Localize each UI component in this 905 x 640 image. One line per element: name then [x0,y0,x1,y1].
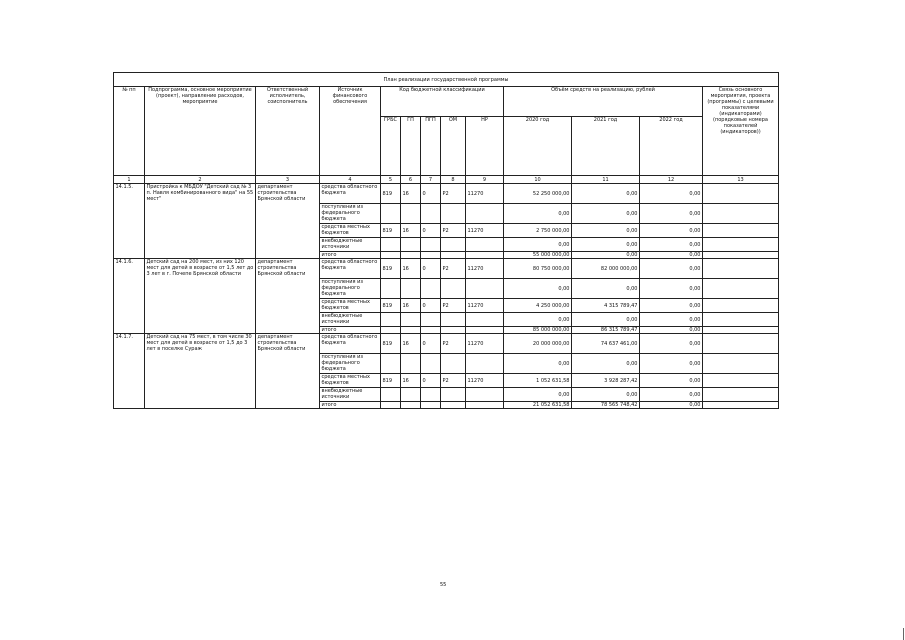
amount-2021: 0,00 [572,313,640,327]
indicator-link [703,204,779,224]
header-year-2021: 2021 год [572,117,640,176]
table-row [114,334,779,354]
column-number-row [114,176,779,184]
code-nr [466,327,504,334]
source-total: итого [320,327,381,334]
header-indicator-link: Связь основного мероприятия, проекта (программы) с целевыми показателями (индикаторами) (порядковые номера показателей (индикаторов)) [703,87,779,176]
code-nr [466,238,504,252]
amount-2022: 0,00 [640,374,703,388]
code-gp: 16 [401,184,421,204]
column-number: 9 [466,176,504,184]
amount-2021: 86 315 789,47 [572,327,640,334]
amount-2021: 82 000 000,00 [572,259,640,279]
column-number: 8 [441,176,466,184]
indicator-link [703,224,779,238]
table-row [114,259,779,279]
amount-2020: 0,00 [504,354,572,374]
item-responsible: департамент строительства Брянской области [256,259,320,334]
code-gp: 16 [401,299,421,313]
code-gp [401,327,421,334]
source-federal: поступления из федерального бюджета [320,354,381,374]
header-source: Источник финансового обеспечения [320,87,381,176]
indicator-link [703,402,779,409]
indicator-link [703,252,779,259]
code-om [441,327,466,334]
amount-2020: 52 250 000,00 [504,184,572,204]
code-om: Р2 [441,259,466,279]
header-budget-code: Код бюджетной классификации [381,87,504,117]
code-grbs [381,279,401,299]
item-name: Пристройка к МБДОУ "Детский сад № 3 п. Навля комбинированного вида" на 55 мест" [145,184,256,259]
amount-2021: 0,00 [572,354,640,374]
indicator-link [703,279,779,299]
column-number: 6 [401,176,421,184]
code-nr: 11270 [466,259,504,279]
code-om [441,252,466,259]
code-gp [401,252,421,259]
source-extra: внебюджетные источники [320,388,381,402]
code-grbs: 819 [381,374,401,388]
code-gp [401,354,421,374]
amount-2021: 0,00 [572,252,640,259]
indicator-link [703,327,779,334]
code-pgp: 0 [421,374,441,388]
column-number: 3 [256,176,320,184]
column-number: 11 [572,176,640,184]
column-number: 2 [145,176,256,184]
code-nr [466,252,504,259]
column-number: 13 [703,176,779,184]
item-number: 14.1.6. [114,259,145,334]
table-row [114,184,779,204]
amount-2020: 1 052 631,58 [504,374,572,388]
code-pgp [421,388,441,402]
amount-2020: 2 750 000,00 [504,224,572,238]
code-grbs [381,238,401,252]
code-gp [401,238,421,252]
scan-edge-mark [903,628,904,640]
source-oblast: средства областного бюджета [320,259,381,279]
code-gp [401,402,421,409]
header-nr: НР [466,117,504,176]
amount-2020: 80 750 000,00 [504,259,572,279]
indicator-link [703,354,779,374]
source-oblast: средства областного бюджета [320,184,381,204]
amount-2022: 0,00 [640,184,703,204]
code-nr [466,388,504,402]
amount-2020: 0,00 [504,204,572,224]
code-gp [401,204,421,224]
amount-2022: 0,00 [640,259,703,279]
item-number: 14.1.5. [114,184,145,259]
amount-2022: 0,00 [640,204,703,224]
code-pgp: 0 [421,259,441,279]
indicator-link [703,184,779,204]
column-number: 12 [640,176,703,184]
code-nr: 11270 [466,299,504,313]
page-number: 55 [440,582,447,588]
code-om [441,238,466,252]
amount-2022: 0,00 [640,238,703,252]
code-nr [466,354,504,374]
header-year-2020: 2020 год [504,117,572,176]
amount-2022: 0,00 [640,402,703,409]
indicator-link [703,299,779,313]
amount-2020: 0,00 [504,238,572,252]
source-local: средства местных бюджетов [320,224,381,238]
item-responsible: департамент строительства Брянской области [256,184,320,259]
amount-2020: 0,00 [504,388,572,402]
indicator-link [703,238,779,252]
amount-2021: 0,00 [572,238,640,252]
table-title: План реализации государственной программы [114,73,779,87]
column-number: 10 [504,176,572,184]
column-number: 7 [421,176,441,184]
code-om: Р2 [441,299,466,313]
indicator-link [703,334,779,354]
code-grbs: 819 [381,259,401,279]
source-total: итого [320,252,381,259]
code-om [441,279,466,299]
amount-2021: 0,00 [572,388,640,402]
header-year-2022: 2022 год [640,117,703,176]
code-pgp: 0 [421,184,441,204]
amount-2022: 0,00 [640,313,703,327]
code-grbs [381,402,401,409]
code-grbs [381,313,401,327]
amount-2020: 21 052 631,58 [504,402,572,409]
code-pgp [421,204,441,224]
source-total: итого [320,402,381,409]
header-responsible: Ответственный исполнитель, соисполнитель [256,87,320,176]
source-oblast: средства областного бюджета [320,334,381,354]
column-number: 4 [320,176,381,184]
source-local: средства местных бюджетов [320,299,381,313]
code-nr: 11270 [466,334,504,354]
code-om [441,354,466,374]
amount-2022: 0,00 [640,354,703,374]
header-name: Подпрограмма, основное мероприятие (проект), направление расходов, мероприятие [145,87,256,176]
amount-2022: 0,00 [640,334,703,354]
indicator-link [703,374,779,388]
header-grbs: ГРБС [381,117,401,176]
header-pgp: ПГП [421,117,441,176]
source-federal: поступления из федерального бюджета [320,204,381,224]
indicator-link [703,388,779,402]
code-nr: 11270 [466,224,504,238]
item-number: 14.1.7. [114,334,145,409]
code-gp [401,279,421,299]
amount-2021: 3 928 287,42 [572,374,640,388]
header-volume: Объём средств на реализацию, рублей [504,87,703,117]
program-plan-table [113,72,779,409]
amount-2020: 85 000 000,00 [504,327,572,334]
code-om: Р2 [441,184,466,204]
code-pgp: 0 [421,299,441,313]
code-gp: 16 [401,259,421,279]
column-number: 5 [381,176,401,184]
amount-2020: 0,00 [504,313,572,327]
code-om [441,313,466,327]
amount-2020: 0,00 [504,279,572,299]
amount-2020: 20 000 000,00 [504,334,572,354]
amount-2020: 4 250 000,00 [504,299,572,313]
code-grbs [381,327,401,334]
item-name: Детский сад на 75 мест, в том числе 30 мест для детей в возрасте от 1,5 до 3 лет в поселке Сураж [145,334,256,409]
code-om [441,204,466,224]
amount-2020: 55 000 000,00 [504,252,572,259]
code-gp: 16 [401,224,421,238]
amount-2022: 0,00 [640,388,703,402]
amount-2021: 78 565 748,42 [572,402,640,409]
code-om: Р2 [441,334,466,354]
source-federal: поступления из федерального бюджета [320,279,381,299]
amount-2021: 0,00 [572,279,640,299]
code-pgp [421,313,441,327]
code-nr [466,313,504,327]
code-nr [466,204,504,224]
code-nr: 11270 [466,184,504,204]
amount-2021: 0,00 [572,204,640,224]
code-grbs: 819 [381,334,401,354]
code-grbs [381,388,401,402]
indicator-link [703,259,779,279]
amount-2022: 0,00 [640,279,703,299]
amount-2022: 0,00 [640,299,703,313]
code-grbs [381,204,401,224]
amount-2021: 4 315 789,47 [572,299,640,313]
code-pgp [421,238,441,252]
amount-2021: 74 637 461,00 [572,334,640,354]
code-pgp [421,402,441,409]
amount-2022: 0,00 [640,327,703,334]
code-grbs: 819 [381,224,401,238]
code-grbs: 819 [381,299,401,313]
source-extra: внебюджетные источники [320,238,381,252]
code-om [441,388,466,402]
code-nr [466,279,504,299]
source-extra: внебюджетные источники [320,313,381,327]
code-nr [466,402,504,409]
code-om: Р2 [441,374,466,388]
item-name: Детский сад на 200 мест, из них 120 мест для детей в возрасте от 1,5 лет до 3 лет в г. Почепе Брянской области [145,259,256,334]
code-pgp [421,279,441,299]
code-nr: 11270 [466,374,504,388]
item-responsible: департамент строительства Брянской области [256,334,320,409]
code-pgp [421,252,441,259]
amount-2021: 0,00 [572,224,640,238]
amount-2022: 0,00 [640,224,703,238]
source-local: средства местных бюджетов [320,374,381,388]
code-grbs: 819 [381,184,401,204]
code-pgp: 0 [421,334,441,354]
header-gp: ГП [401,117,421,176]
indicator-link [703,313,779,327]
header-om: ОМ [441,117,466,176]
amount-2022: 0,00 [640,252,703,259]
code-gp [401,388,421,402]
code-gp [401,313,421,327]
code-om: Р2 [441,224,466,238]
code-pgp [421,354,441,374]
code-pgp: 0 [421,224,441,238]
code-grbs [381,354,401,374]
code-pgp [421,327,441,334]
code-om [441,402,466,409]
column-number: 1 [114,176,145,184]
code-grbs [381,252,401,259]
code-gp: 16 [401,374,421,388]
header-num: № пп [114,87,145,176]
code-gp: 16 [401,334,421,354]
amount-2021: 0,00 [572,184,640,204]
